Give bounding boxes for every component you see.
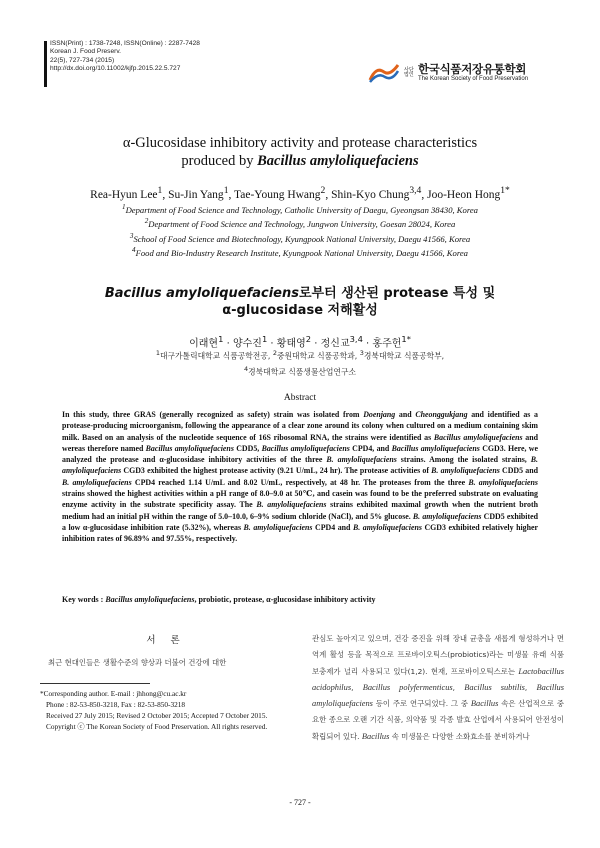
footnote-rule — [40, 683, 150, 684]
body-italic: Bacillus polyfermenticus — [362, 682, 453, 692]
title-kr-line1 — [40, 285, 560, 302]
affiliation-kr: 대구가톨릭대학교 식품공학전공, — [159, 351, 271, 361]
author-en: Shin-Kyo Chung — [331, 188, 410, 201]
author-sup: 1* — [500, 185, 510, 196]
body-text: , — [452, 682, 465, 692]
title-en-species: Bacillus amyloliquefaciens — [257, 153, 419, 169]
author-en: Su-Jin Yang — [168, 188, 224, 201]
volume-pages: 22(5), 727-734 (2015) — [50, 56, 115, 64]
author-sup: 1 — [261, 334, 268, 344]
journal-name: Korean J. Food Preserv. — [50, 48, 121, 56]
affiliation-sup: 2 — [144, 217, 149, 226]
section-heading-intro: 서 론 — [146, 635, 186, 646]
author-sup: 1 — [218, 334, 224, 344]
abstract-text: CPD4 and — [312, 522, 353, 532]
affiliations-en — [40, 202, 560, 260]
author-kr: 정신교 — [320, 338, 350, 350]
abstract-text: CDD5 and — [499, 466, 538, 476]
author-sup: 1* — [401, 334, 411, 344]
abstract-text: and identified as a protease-producing microorganism, following the appearance of a clear zone around its colony when cultured on a medium containing skim milk. Based on an analysis of the nucleotide sequence of 16S ribosomal RNA, the strains were identified as — [62, 410, 539, 442]
abstract-italic: B. amyloliquefaciens — [243, 522, 313, 532]
title-en-line1: α-Glucosidase inhibitory activity and protease characteristics — [122, 135, 478, 151]
title-en-prefix: produced by — [181, 153, 258, 169]
body-text: 관심도 높아지고 있으며, 건강 증진을 위해 장내 균총을 새롭게 형성하거나 면역계 활성 등을 목적으로 프로바이오틱스(probiotics)라는 미생물 유래 식품 보충제가 널리 사용되고 있다(1,2). 현재, 프로바이오틱스로는 — [312, 634, 564, 676]
intro-first-line: 최근 현대인들은 생활수준의 향상과 더불어 건강에 대한 — [48, 658, 227, 667]
affiliation-en — [40, 231, 560, 245]
abstract-italic: Doenjang — [363, 410, 396, 419]
society-emblem-icon — [368, 62, 400, 84]
affiliation-text: Department of Food Science and Technology, Jungwon University, Goesan 28024, Korea — [148, 219, 456, 230]
abstract-text: CPD4, and — [349, 443, 392, 453]
abstract-italic: B. amyloliquefaciens — [326, 455, 397, 465]
abstract-italic: Cheonggukjang — [415, 410, 468, 419]
affiliation-kr-line2: $^4$경북대학교 식품생물산업연구소 — [243, 364, 357, 377]
affiliation-en — [40, 216, 560, 230]
footnote — [40, 688, 292, 732]
affiliations-kr — [40, 347, 560, 378]
affiliation-kr: 경북대학교 식품공학부, — [363, 351, 445, 361]
publisher-logo — [368, 62, 528, 84]
page-number: - 727 - — [289, 798, 311, 807]
abstract-text: and wereas therefore named — [62, 432, 538, 453]
corresponding-author: *Corresponding author. E-mail : jhhong@cu.ac.kr — [40, 689, 187, 698]
body-text: , — [524, 682, 537, 692]
keywords-label: Key words : — [62, 595, 106, 604]
journal-metadata — [50, 40, 200, 74]
body-italic: Bacillus — [470, 699, 499, 709]
publisher-name-kr: 한국식품저장유통학회 — [418, 62, 527, 76]
author-en: Rea-Hyun Lee — [90, 188, 158, 201]
body-text-right — [312, 631, 564, 745]
doi-link[interactable]: http://dx.doi.org/10.11002/kjfp.2015.22.5.727 — [50, 65, 181, 73]
affiliation-en — [40, 245, 560, 259]
abstract-text: CGD3 exhibited the highest protease activity (9.21 U/mL, 24 hr). The protease activities of — [121, 466, 432, 476]
body-text: 등이 주로 연구되었다. 그 중 — [372, 699, 471, 709]
abstract-italic: Bacillus amyloliquefaciens — [145, 443, 234, 453]
author-sup: 3,4 — [349, 334, 363, 344]
abstract-heading: Abstract — [283, 393, 317, 403]
received-dates: Received 27 July 2015; Revised 2 October 2015; Accepted 7 October 2015. — [46, 711, 268, 720]
abstract-text: strains. Among the isolated strains, — [396, 455, 531, 465]
issn-line: ISSN(Print) : 1738-7248, ISSN(Online) : 2287-7428 — [50, 40, 200, 47]
affiliation-kr: 경북대학교 식품생물산업연구소 — [248, 367, 357, 377]
abstract-italic: Bacillus amyloliquefaciens — [391, 443, 480, 453]
title-kr-rest: 로부터 생산된 protease 특성 및 — [299, 286, 496, 301]
body-italic: Lactobacillus acidophilus — [312, 666, 564, 692]
metadata-bar — [44, 41, 47, 87]
abstract-text: CDD5, — [233, 443, 262, 453]
author-kr: 홍주헌 — [372, 338, 402, 350]
body-text: , — [351, 682, 363, 692]
abstract-text: strains exhibited maximal growth when the nutrient broth medium had an initial pH within the range of 5.0–10.0, 6–9% sodium chloride (NaCl), and 5% glucose. — [62, 500, 538, 521]
body-italic: Bacillus — [361, 731, 390, 741]
author-en: Tae-Young Hwang — [234, 188, 321, 201]
copyright-notice: Copyright ⓒ The Korean Society of Food Preservation. All rights reserved. — [46, 722, 268, 731]
publisher-small-label: 사단 법인 — [404, 66, 414, 78]
affiliation-text: Department of Food Science and Technology, Catholic University of Daegu, Gyeongsan 38430, Korea — [125, 204, 478, 215]
affiliation-sup: 1 — [122, 203, 126, 211]
abstract-italic: B. amyloliquefaciens — [412, 511, 482, 521]
author-en: Joo-Heon Hong — [427, 188, 501, 201]
affiliation-sup: 4 — [132, 246, 136, 255]
title-kr-line2: α-glucosidase 저해활성 — [222, 303, 378, 318]
affiliation-en — [40, 202, 560, 216]
article-title-kr — [40, 285, 560, 319]
abstract-text: CGD3 exhibited relatively higher inhibition rates of 96.89% and 97.55%, respectively. — [62, 522, 538, 544]
abstract-italic: B. amyloliquefaciens — [62, 455, 538, 476]
author-sup: 1 — [157, 185, 163, 196]
abstract-body — [62, 409, 538, 545]
body-italic: Bacillus subtilis — [464, 682, 525, 692]
title-en-line2 — [40, 152, 560, 170]
affiliation-kr: 중원대학교 식품공학과, — [276, 351, 358, 361]
abstract-text: CDD5 exhibited a low α-glucosidase inhibition rate (5.32%), whereas — [62, 511, 538, 532]
author-sup: 2 — [305, 334, 312, 344]
abstract-text: and — [395, 410, 416, 419]
author-kr: 황태영 — [276, 338, 306, 350]
article-title-en — [40, 134, 560, 170]
abstract-italic: B. amyloliquefaciens — [62, 477, 132, 487]
author-sup: 3,4 — [409, 185, 422, 196]
author-list-kr: 이래현$^1$ · 양수진$^1$ · 황태영$^2$ · 정신교$^{3,4}$ · 홍주헌$^{1*}$ — [189, 334, 411, 350]
author-list-en: Rea-Hyun Lee$^1$, Su-Jin Yang$^1$, Tae-Young Hwang$^2$, Shin-Kyo Chung$^{3,4}$, Joo-Heon Hong$^{1*}$ — [90, 185, 510, 201]
abstract-italic: B. amyloliquefaciens — [352, 522, 422, 532]
abstract-text: CPD4 reached 1.14 U/mL and 8.02 U/mL, respectively, at 48 hr. The proteases from the three — [131, 477, 469, 487]
keywords — [62, 594, 538, 605]
affiliation-text: Food and Bio-Industry Research Institute, Kyungpook National University, Daegu 41566, Korea — [135, 248, 468, 259]
author-sup: 1 — [223, 185, 229, 196]
keyword-species: Bacillus amyloliquefaciens — [105, 595, 195, 604]
author-kr: 양수진 — [232, 338, 262, 350]
abstract-italic: Bacillus amyloliquefaciens — [261, 443, 350, 453]
abstract-text: In this study, three GRAS (generally recognized as safety) strain was isolated from — [62, 410, 364, 419]
body-italic: Bacillus amyloliquefaciens — [312, 682, 564, 709]
affiliation-sup: 3 — [129, 231, 134, 240]
keywords-rest: , probiotic, protease, α-glucosidase inhibitory activity — [194, 595, 376, 604]
abstract-italic: B. amyloliquefaciens — [431, 466, 500, 476]
title-kr-species: Bacillus amyloliquefaciens — [104, 286, 299, 301]
affiliation-text: School of Food Science and Biotechnology, Kyungpook National University, Daegu 41566, Korea — [133, 233, 471, 244]
abstract-italic: Bacillus amyloliquefaciens — [433, 432, 523, 442]
abstract-text: strains showed the highest activities within a pH range of 8.0–9.0 at 50℃, and casein was found to be the preferred substrate on evaluating enzyme activity in the substrate specificity assay. The — [62, 489, 538, 510]
author-kr: 이래현 — [189, 338, 219, 350]
body-text: 속은 산업적으로 중요한 종으로 오랜 기간 식품, 의약품 및 각종 발효 산업에서 사용되어 안전성이 확립되어 있다. — [312, 699, 564, 741]
author-sup: 2 — [320, 185, 326, 196]
publisher-name-en: The Korean Society of Food Preservation — [418, 76, 529, 82]
abstract-text: CGD3. Here, we analyzed the protease and α-glucosidase inhibitory activities of the three — [62, 443, 538, 465]
contact-phone: Phone : 82-53-850-3218, Fax : 82-53-850-3218 — [46, 700, 186, 709]
abstract-italic: B. amyloliquefaciens — [256, 500, 327, 510]
affiliation-kr-line1: $^1$대구가톨릭대학교 식품공학전공, $^2$중원대학교 식품공학과, $^3$경북대학교 식품공학부, — [155, 349, 445, 361]
body-text: 속 미생물은 다양한 소화효소를 분비하거나 — [389, 731, 530, 741]
abstract-italic: B. amyloliquefaciens — [468, 477, 538, 487]
